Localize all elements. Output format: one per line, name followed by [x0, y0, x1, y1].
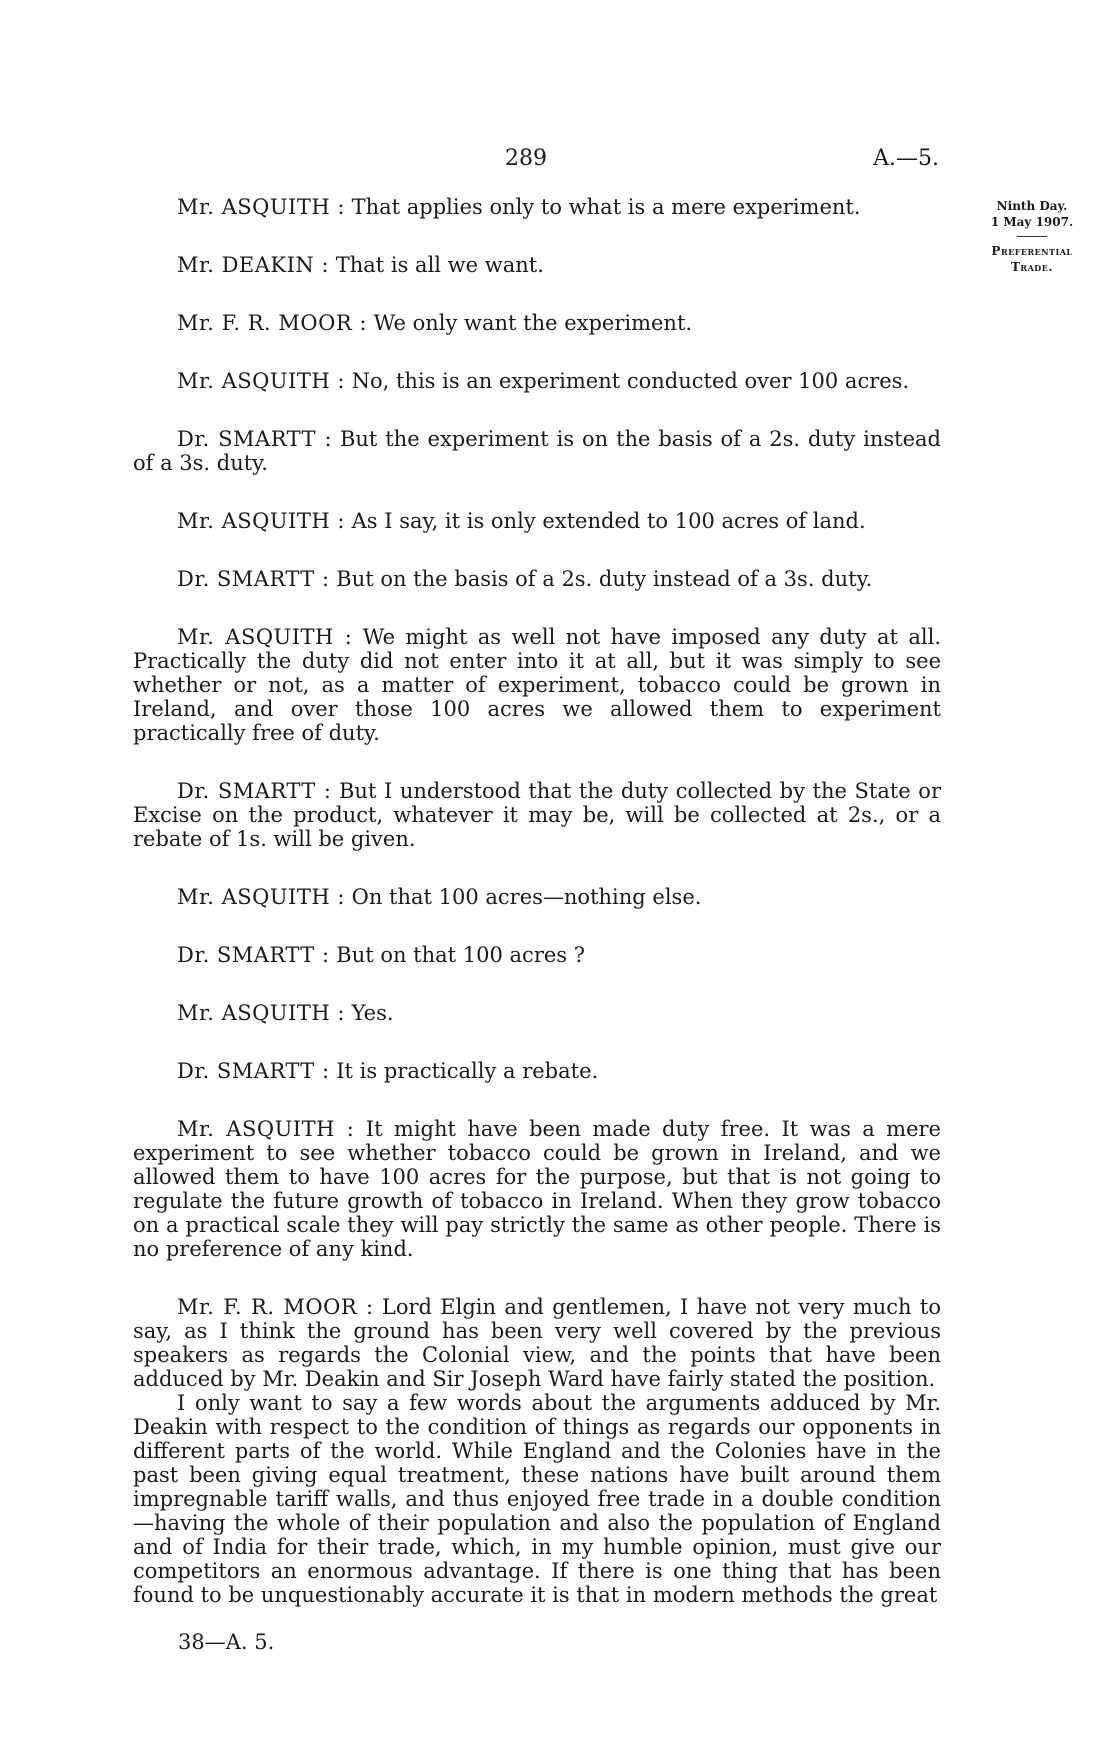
paragraph-text: I only want to say a few words about the arguments adduced by Mr. Deakin with respect to the condition of things as regards our opponents in different parts of the world. While England and the Colonies have in the past been giving equal treatment, these nations have built around them impregnable tariff walls, and thus enjoyed free trade in a double condition—having the whole of their population and also the population of England and of India for their trade, which, in my humble opinion, must give our competitors an enormous advantage. If there is one thing that has been found to be unquestionably accurate it is that in modern methods the great	[133, 1391, 941, 1607]
paragraph	[133, 1059, 941, 1083]
paragraph	[133, 1391, 941, 1607]
paragraph	[133, 567, 941, 591]
paragraph-text: We only want the experiment.	[373, 311, 693, 335]
speaker-name: Mr. ASQUITH :	[177, 625, 353, 649]
speaker-name: Mr. DEAKIN :	[177, 253, 330, 277]
margin-date: 1 May 1907.	[990, 215, 1074, 229]
margin-day: Ninth Day.	[996, 199, 1068, 213]
speaker-name: Mr. ASQUITH :	[177, 509, 345, 533]
paragraph-text: That is all we want.	[335, 253, 544, 277]
speaker-name: Mr. ASQUITH :	[177, 885, 345, 909]
paragraph-text: It might have been made duty free. It was a mere experiment to see whether tobacco could be grown in Ireland, and we allowed them to have 100 acres for the purpose, but that is not going to regulate the future growth of tobacco in Ireland. When they grow tobacco on a practical scale they will pay strictly the same as other people. There is no preference of any kind.	[133, 1117, 941, 1261]
paragraph	[133, 253, 941, 277]
margin-note	[962, 198, 1102, 275]
paragraph	[133, 1001, 941, 1025]
speaker-name: Dr. SMARTT :	[177, 779, 332, 803]
page-number: 289	[505, 146, 547, 171]
paragraph	[133, 1117, 941, 1261]
paragraph	[133, 195, 941, 219]
footer-signature: 38—A. 5.	[178, 1630, 275, 1654]
paragraph-text: But the experiment is on the basis of a 2s. duty instead of a 3s. duty.	[133, 427, 941, 475]
paragraph-text: That applies only to what is a mere experiment.	[351, 195, 861, 219]
paragraph	[133, 509, 941, 533]
paragraph-text: It is practically a rebate.	[336, 1059, 599, 1083]
paragraph	[133, 943, 941, 967]
paragraph	[133, 311, 941, 335]
paragraph	[133, 1295, 941, 1391]
speaker-name: Dr. SMARTT :	[177, 567, 330, 591]
speaker-name: Mr. F. R. MOOR :	[177, 1295, 374, 1319]
speaker-name: Mr. ASQUITH :	[177, 1117, 355, 1141]
paragraph-text: Yes.	[351, 1001, 394, 1025]
margin-heading-line2: Trade.	[1011, 260, 1053, 274]
transcript-body	[133, 195, 941, 1607]
speaker-name: Dr. SMARTT :	[177, 427, 333, 451]
paper-code: A.—5.	[873, 146, 939, 171]
speaker-name: Dr. SMARTT :	[177, 1059, 330, 1083]
paragraph	[133, 427, 941, 475]
speaker-name: Dr. SMARTT :	[177, 943, 330, 967]
paragraph-text: We might as well not have imposed any duty at all. Practically the duty did not enter into it at all, but it was simply to see whether or not, as a matter of experiment, tobacco could be grown in Ireland, and over those 100 acres we allowed them to experiment practically free of duty.	[133, 625, 941, 745]
paragraph-text: But on the basis of a 2s. duty instead of a 3s. duty.	[336, 567, 873, 591]
paragraph	[133, 625, 941, 745]
paragraph	[133, 779, 941, 851]
paragraph-text: But on that 100 acres ?	[336, 943, 585, 967]
paragraph	[133, 369, 941, 393]
paragraph-text: On that 100 acres—nothing else.	[351, 885, 702, 909]
paragraph-text: As I say, it is only extended to 100 acres of land.	[351, 509, 866, 533]
paragraph-text: Lord Elgin and gentlemen, I have not very much to say, as I think the ground has been very well covered by the previous speakers as regards the Colonial view, and the points that have been adduced by Mr. Deakin and Sir Joseph Ward have fairly stated the position.	[133, 1295, 941, 1391]
paragraph	[133, 885, 941, 909]
margin-heading-line1: Preferential	[991, 244, 1073, 258]
margin-divider	[1017, 236, 1047, 237]
speaker-name: Mr. ASQUITH :	[177, 369, 345, 393]
speaker-name: Mr. F. R. MOOR :	[177, 311, 367, 335]
paragraph-text: But I understood that the duty collected by the State or Excise on the product, whatever it may be, will be collected at 2s., or a rebate of 1s. will be given.	[133, 779, 941, 851]
speaker-name: Mr. ASQUITH :	[177, 195, 345, 219]
speaker-name: Mr. ASQUITH :	[177, 1001, 345, 1025]
paragraph-text: No, this is an experiment conducted over 100 acres.	[351, 369, 910, 393]
